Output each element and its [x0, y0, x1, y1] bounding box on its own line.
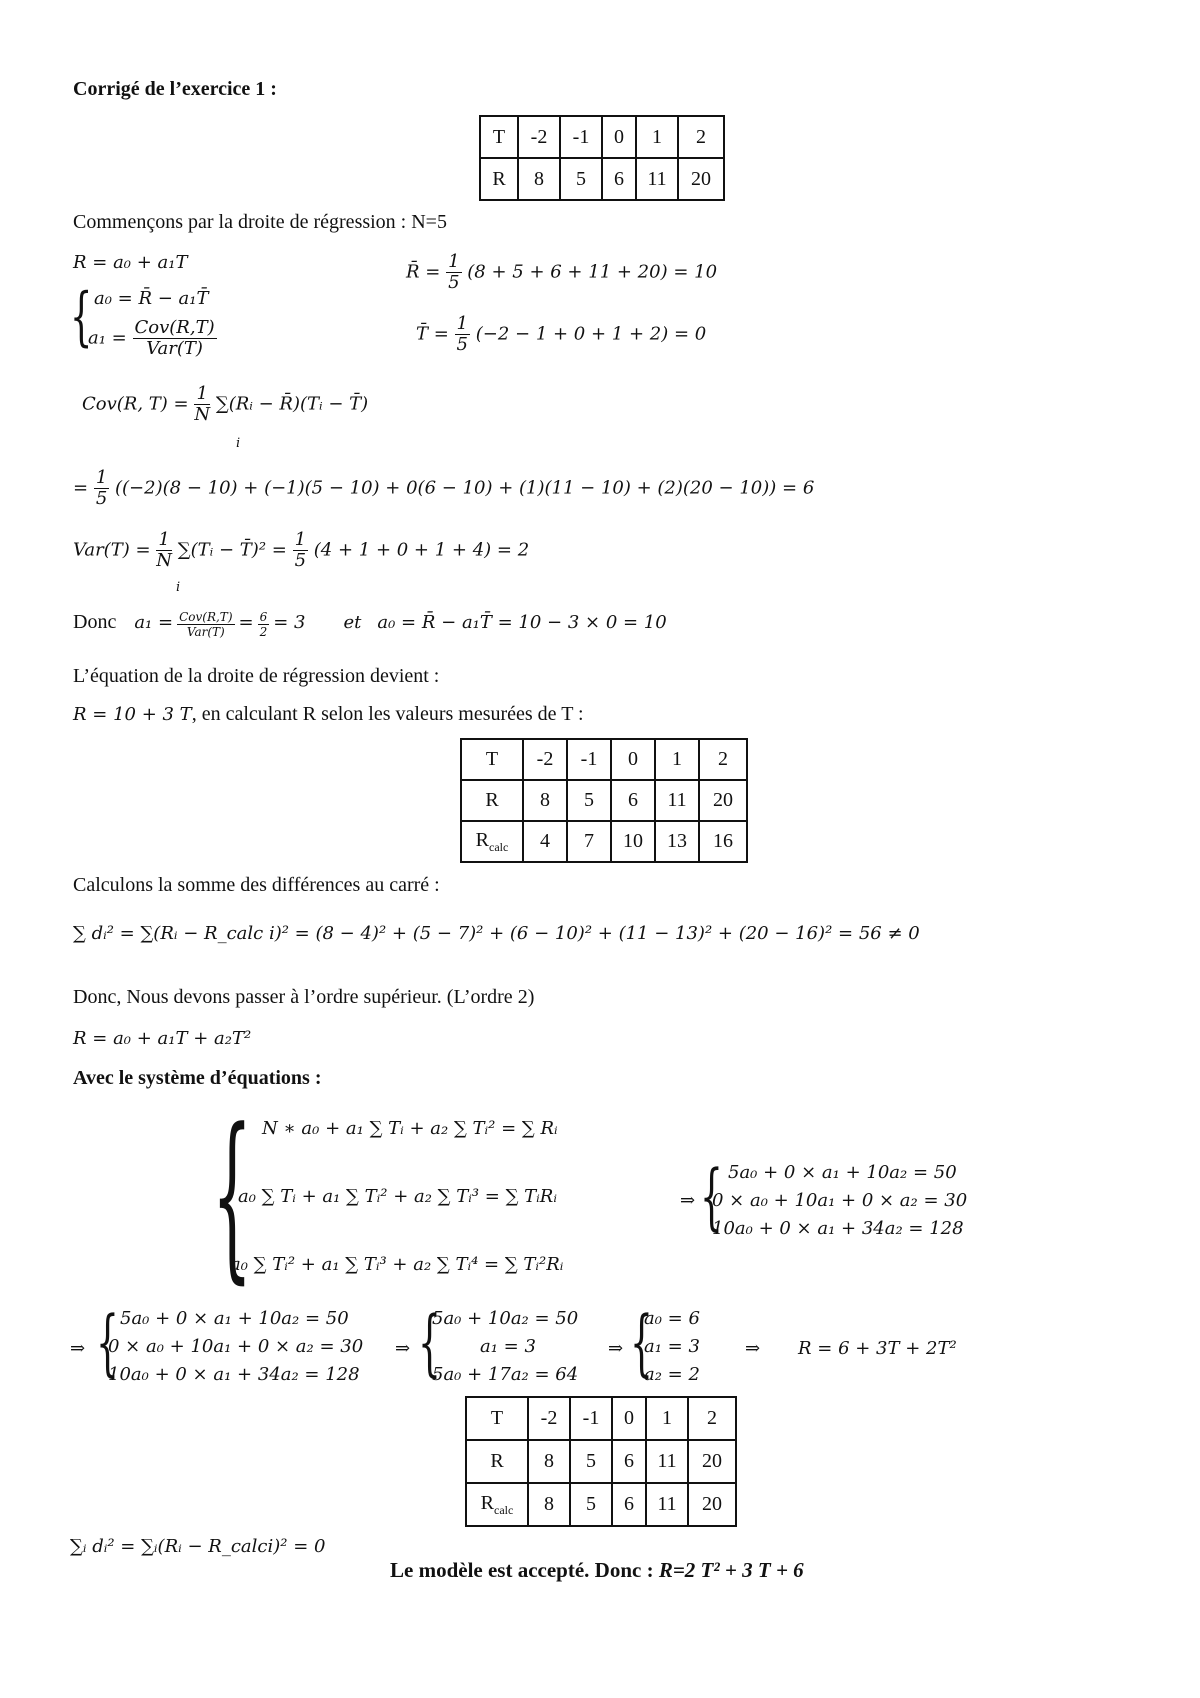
implies-arrow: ⇒ — [395, 1338, 411, 1359]
table-cell: R — [480, 158, 518, 200]
table-cell: T — [480, 116, 518, 158]
implies-arrow: ⇒ — [70, 1338, 86, 1359]
rbar-lhs: R̄ = — [406, 261, 441, 283]
cov-equation — [82, 384, 368, 425]
table-row — [466, 1397, 736, 1440]
table-cell: 6 — [611, 780, 655, 821]
table-cell: 4 — [523, 821, 567, 862]
table-cell: T — [461, 739, 523, 780]
calc-subscript: calc — [494, 1502, 514, 1517]
sum-index: i — [236, 436, 241, 451]
table-row — [466, 1440, 736, 1483]
donc-a0: a₀ = R̄ − a₁T̄ = 10 − 3 × 0 = 10 — [377, 612, 667, 634]
table-cell: 11 — [646, 1483, 688, 1526]
donc-a1: a₁ = — [134, 612, 174, 634]
cov-expansion — [73, 468, 814, 509]
cov-var-fraction — [133, 318, 217, 359]
frac-numerator: 1 — [294, 529, 307, 550]
implies-arrow: ⇒ — [680, 1190, 696, 1211]
implies-arrow: ⇒ — [608, 1338, 624, 1359]
table-row — [480, 158, 724, 200]
left-brace: { — [70, 280, 93, 354]
frac-numerator: 1 — [456, 313, 468, 334]
cov-expand-lhs: = — [73, 477, 89, 499]
system-row-3: a₀ ∑ Tᵢ² + a₁ ∑ Tᵢ³ + a₂ ∑ Tᵢ⁴ = ∑ Tᵢ²Rᵢ — [230, 1254, 564, 1275]
table-cell: T — [466, 1397, 528, 1440]
frac-denominator: 5 — [456, 334, 468, 355]
solve-s1-row: 0 × a₀ + 10a₁ + 0 × a₂ = 30 — [108, 1336, 364, 1357]
table-cell: 6 — [612, 1440, 646, 1483]
implies-arrow: ⇒ — [745, 1338, 761, 1359]
table-cell: 20 — [688, 1483, 736, 1526]
order-text: Donc, Nous devons passer à l’ordre supérieur. (L’ordre 2) — [73, 986, 535, 1008]
frac-numerator: 1 — [448, 251, 460, 272]
solve-s3-row: a₂ = 2 — [644, 1364, 700, 1385]
frac-numerator: 1 — [156, 530, 172, 551]
table-cell: 11 — [636, 158, 678, 200]
table-cell: 13 — [655, 821, 699, 862]
regression-text: L’équation de la droite de régression devient : — [73, 665, 440, 687]
frac-numerator: Cov(R,T) — [134, 317, 215, 338]
solve-s1-row: 5a₀ + 0 × a₁ + 10a₂ = 50 — [120, 1308, 349, 1329]
table-cell-rcalc — [466, 1483, 528, 1526]
solve-s2-row: a₁ = 3 — [480, 1336, 536, 1357]
quadratic-model: R = a₀ + a₁T + a₂T² — [73, 1028, 252, 1049]
table-1 — [479, 115, 725, 201]
table-cell: R — [466, 1440, 528, 1483]
regression-eq-text: , en calculant R selon les valeurs mesurées de T : — [191, 703, 584, 725]
table-cell: 20 — [678, 158, 724, 200]
fraction-one-fifth — [94, 468, 109, 509]
conclusion-equation: R=2 T² + 3 T + 6 — [658, 1558, 804, 1582]
conclusion-prefix: Le modèle est accepté. Donc : — [390, 1558, 654, 1582]
cov-expand-rhs: ((−2)(8 − 10) + (−1)(5 − 10) + 0(6 − 10) + (1)(11 − 10) + (2)(20 − 10)) = 6 — [115, 477, 815, 499]
table-cell: 5 — [567, 780, 611, 821]
equals-sign: = — [238, 612, 254, 634]
table-row — [461, 821, 747, 862]
numeric-row-3: 10a₀ + 0 × a₁ + 34a₂ = 128 — [712, 1218, 964, 1239]
regression-eq-math: R = 10 + 3 T — [73, 704, 192, 725]
table-cell: R — [461, 780, 523, 821]
tbar-lhs: T̄ = — [416, 323, 449, 345]
cov-rhs: ∑(Rᵢ − R̄)(Tᵢ − T̄) — [215, 393, 369, 415]
final-sum-equation: ∑ᵢ dᵢ² = ∑ᵢ(Rᵢ − R_calci)² = 0 — [70, 1536, 326, 1557]
intro-text: Commençons par la droite de régression : N=5 — [73, 211, 447, 233]
table-cell: 1 — [636, 116, 678, 158]
table-cell: 8 — [523, 780, 567, 821]
system-title: Avec le système d’équations : — [73, 1067, 322, 1089]
var-mid: ∑(Tᵢ − T̄)² = — [177, 539, 287, 561]
et-word: et — [343, 612, 362, 634]
page-title: Corrigé de l’exercice 1 : — [73, 78, 277, 100]
solve-s1-row: 10a₀ + 0 × a₁ + 34a₂ = 128 — [108, 1364, 360, 1385]
small-brace: { — [96, 1300, 119, 1384]
cov-var-small-fraction — [177, 610, 234, 639]
fraction-one-n — [156, 530, 172, 571]
big-brace: { — [212, 1091, 253, 1300]
var-lhs: Var(T) = — [73, 539, 151, 561]
fraction-one-fifth — [446, 252, 461, 293]
a1-definition — [88, 318, 217, 359]
table-cell: 2 — [688, 1397, 736, 1440]
donc-label: Donc — [73, 611, 117, 634]
table-cell: 8 — [528, 1440, 570, 1483]
table-cell: 20 — [688, 1440, 736, 1483]
rbar-equation — [406, 252, 717, 293]
table-cell-rcalc — [461, 821, 523, 862]
table-row — [461, 780, 747, 821]
tbar-rhs: (−2 − 1 + 0 + 1 + 2) = 0 — [475, 323, 707, 345]
frac-denominator: 2 — [259, 625, 268, 639]
frac-denominator: 5 — [294, 550, 307, 571]
rbar-rhs: (8 + 5 + 6 + 11 + 20) = 10 — [467, 261, 718, 283]
var-equation — [73, 530, 529, 571]
sum-equation: ∑ dᵢ² = ∑(Rᵢ − R_calc i)² = (8 − 4)² + (5 − 7)² + (6 − 10)² + (11 − 13)² + (20 − 16)² = 56 ≠ 0 — [73, 923, 920, 944]
table-cell: 5 — [570, 1483, 612, 1526]
table-row — [466, 1483, 736, 1526]
table-cell: 10 — [611, 821, 655, 862]
table-cell: 20 — [699, 780, 747, 821]
table-cell: 2 — [678, 116, 724, 158]
table-cell: 16 — [699, 821, 747, 862]
frac-denominator: N — [156, 550, 173, 571]
solve-result: R = 6 + 3T + 2T² — [798, 1338, 957, 1359]
fraction-one-fifth — [455, 314, 470, 355]
system-row-1: N ∗ a₀ + a₁ ∑ Tᵢ + a₂ ∑ Tᵢ² = ∑ Rᵢ — [262, 1118, 558, 1139]
sum-text: Calculons la somme des différences au carré : — [73, 874, 440, 896]
table-row — [480, 116, 724, 158]
frac-numerator: 1 — [95, 467, 108, 488]
table-cell: -2 — [523, 739, 567, 780]
fraction-one-fifth — [293, 530, 308, 571]
frac-numerator: Cov(R,T) — [179, 610, 233, 624]
table-cell: 11 — [646, 1440, 688, 1483]
frac-denominator: 5 — [95, 488, 108, 509]
numeric-row-1: 5a₀ + 0 × a₁ + 10a₂ = 50 — [728, 1162, 957, 1183]
table-row — [461, 739, 747, 780]
frac-numerator: 1 — [194, 384, 210, 405]
table-cell: 6 — [602, 158, 636, 200]
table-cell: 8 — [528, 1483, 570, 1526]
small-brace: { — [630, 1300, 653, 1384]
system-row-2: a₀ ∑ Tᵢ + a₁ ∑ Tᵢ² + a₂ ∑ Tᵢ³ = ∑ TᵢRᵢ — [238, 1186, 557, 1207]
table-cell: 0 — [611, 739, 655, 780]
table-cell: 8 — [518, 158, 560, 200]
solve-s3-row: a₀ = 6 — [644, 1308, 700, 1329]
fraction-one-n — [194, 384, 210, 425]
frac-denominator: Var(T) — [186, 625, 225, 639]
small-brace: { — [418, 1300, 441, 1384]
tbar-equation — [416, 314, 706, 355]
table-cell: 1 — [655, 739, 699, 780]
table-cell: 1 — [646, 1397, 688, 1440]
table-cell: -1 — [567, 739, 611, 780]
table-cell: -1 — [570, 1397, 612, 1440]
regression-equation-line — [73, 702, 584, 726]
linear-model-eq: R = a₀ + a₁T — [73, 252, 188, 273]
frac-denominator: Var(T) — [146, 338, 203, 359]
calc-subscript: calc — [489, 839, 509, 854]
solve-s2-row: 5a₀ + 17a₂ = 64 — [432, 1364, 579, 1385]
table-cell: 5 — [560, 158, 602, 200]
var-rhs: (4 + 1 + 0 + 1 + 4) = 2 — [313, 539, 530, 561]
table-cell: 11 — [655, 780, 699, 821]
table-cell: -2 — [518, 116, 560, 158]
conclusion — [390, 1558, 804, 1582]
frac-numerator: 6 — [259, 610, 268, 624]
table-cell: 0 — [602, 116, 636, 158]
table-cell: 2 — [699, 739, 747, 780]
a0-definition: a₀ = R̄ − a₁T̄ — [94, 288, 209, 309]
table-cell: 6 — [612, 1483, 646, 1526]
r-label: R — [475, 828, 490, 851]
table-2 — [460, 738, 748, 863]
solve-s3-row: a₁ = 3 — [644, 1336, 700, 1357]
table-cell: -1 — [560, 116, 602, 158]
small-brace: { — [700, 1154, 723, 1238]
frac-denominator: N — [194, 404, 211, 425]
cov-lhs: Cov(R, T) = — [82, 393, 189, 415]
donc-line — [73, 610, 667, 639]
table-cell: 0 — [612, 1397, 646, 1440]
six-over-two-fraction — [258, 610, 270, 639]
a1-lhs: a₁ = — [88, 327, 127, 349]
solve-s2-row: 5a₀ + 10a₂ = 50 — [432, 1308, 579, 1329]
r-label: R — [480, 1491, 495, 1514]
frac-denominator: 5 — [448, 272, 460, 293]
table-cell: -2 — [528, 1397, 570, 1440]
table-cell: 7 — [567, 821, 611, 862]
numeric-row-2: 0 × a₀ + 10a₁ + 0 × a₂ = 30 — [712, 1190, 968, 1211]
sum-index: i — [176, 580, 181, 595]
donc-result: = 3 — [273, 612, 306, 634]
table-3 — [465, 1396, 737, 1527]
table-cell: 5 — [570, 1440, 612, 1483]
